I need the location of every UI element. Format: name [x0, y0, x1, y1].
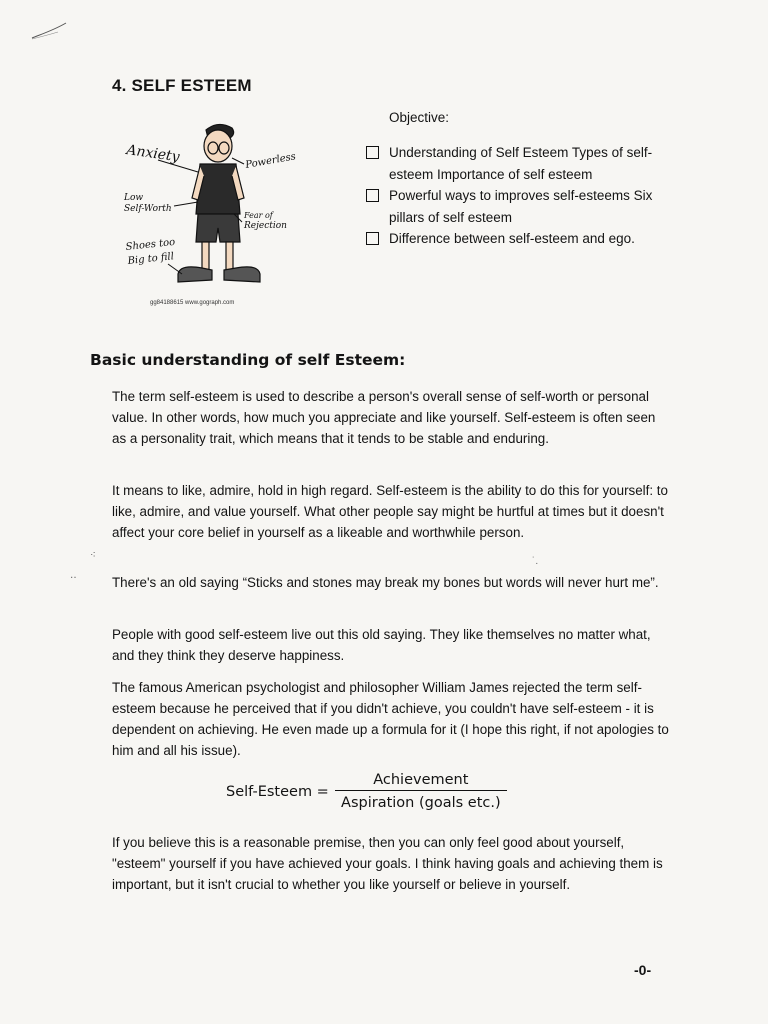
objective-item-text: Difference between self-esteem and ego.	[389, 231, 635, 246]
boy-illustration	[118, 118, 318, 318]
objective-item	[366, 185, 678, 228]
label-rejection: Rejection	[244, 221, 287, 231]
self-esteem-formula	[226, 772, 507, 811]
paragraph-saying: There's an old saying “Sticks and stones may break my bones but words will never hurt me”.	[112, 575, 659, 590]
section-heading: Basic understanding of self Esteem:	[90, 351, 406, 369]
paragraph-good-self-esteem: People with good self-esteem live out this old saying. They like themselves no matter what, and they think they deserve happiness.	[112, 627, 651, 663]
chapter-title: 4. SELF ESTEEM	[112, 76, 252, 95]
paragraph-william-james: The famous American psychologist and philosopher William James rejected the term self-esteem because he perceived that if you didn't achieve, you couldn't have self-esteem - it is dependent on achieving. He even made up a formula for it (I hope this right, if not apologies to him and all his issue).	[112, 680, 669, 758]
label-fear-of: Fear of	[244, 211, 273, 220]
objective-item-text: Powerful ways to improves self-esteems Six pillars of self esteem	[389, 188, 653, 225]
paragraph-meaning: It means to like, admire, hold in high regard. Self-esteem is the ability to do this for yourself: to like, admire, and value yourself. What other people say might be hurtful at times but it doesn't affect your core belief in yourself as a likeable and worthwhile person.	[112, 483, 668, 540]
speck-mark: ⁖	[90, 550, 96, 561]
illustration-caption: gg84188615 www.gograph.com	[150, 300, 235, 306]
checkbox-icon	[366, 232, 379, 245]
label-low: Low	[124, 193, 144, 203]
label-shoes-too: Shoes too	[125, 236, 176, 253]
paragraph-premise: If you believe this is a reasonable premise, then you can only feel good about yourself, "esteem" yourself if you have achieved your goals. I think having goals and achieving them is important, but it isn't crucial to whether you like yourself or believe in yourself.	[112, 835, 663, 892]
page-number: -0-	[634, 962, 652, 978]
paragraph-definition: The term self-esteem is used to describe a person's overall sense of self-worth or personal value. In other words, how much you appreciate and like yourself. Self-esteem is often seen as a personality trait, which means that it tends to be stable and enduring.	[112, 389, 656, 446]
label-big-to-fill: Big to fill	[127, 251, 175, 267]
speck-mark: ‥	[70, 570, 77, 581]
objective-item	[366, 142, 678, 185]
checkbox-icon	[366, 146, 379, 159]
objective-list	[366, 142, 678, 250]
objective-item-text: Understanding of Self Esteem Types of self-esteem Importance of self esteem	[389, 145, 653, 182]
checkbox-icon	[366, 189, 379, 202]
pen-stroke-mark	[30, 20, 70, 42]
formula-denominator: Aspiration (goals etc.)	[341, 795, 501, 811]
label-self-worth: Self-Worth	[124, 204, 172, 214]
formula-fraction	[335, 772, 507, 811]
formula-numerator: Achievement	[335, 772, 507, 791]
objective-item	[366, 228, 678, 250]
formula-lhs: Self-Esteem =	[226, 783, 329, 800]
label-anxiety: Anxiety	[125, 142, 181, 166]
label-powerless: Powerless	[244, 151, 297, 171]
speck-mark: ˙.	[532, 556, 539, 567]
objective-heading: Objective:	[389, 110, 450, 125]
